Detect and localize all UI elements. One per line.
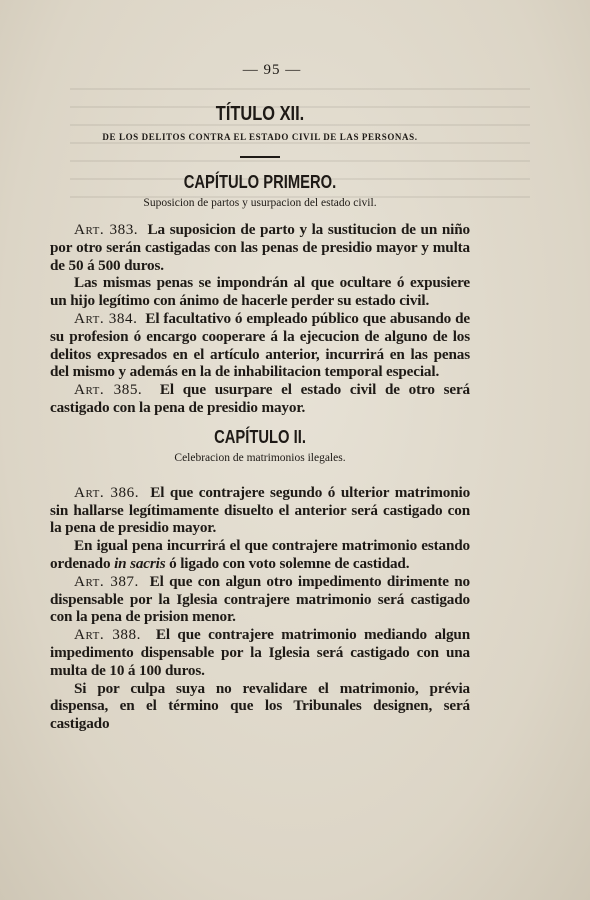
paragraph-text: La suposicion de parto y la sustitucion de un niño por otro serán castigadas con las penas de presidio mayor y multa de 50 á 500 duros. (50, 221, 470, 274)
article-number: Art. 383. (74, 221, 139, 238)
paragraph (50, 537, 470, 573)
paragraph-text: El que usurpare el estado civil de otro será castigado con la pena de presidio mayor. (50, 381, 471, 416)
paragraph-text: Las mismas penas se impondrán al que ocultare ó expusiere un hijo legítimo con ánimo de hacerle perder su estado civil. (50, 274, 470, 310)
paragraph (50, 484, 470, 537)
paragraph (50, 381, 470, 417)
paragraph (50, 310, 470, 381)
paragraph-text: ó ligado con voto solemne de castidad. (165, 554, 410, 572)
paragraph-text: El que contrajere segundo ó ulterior matrimonio sin hallarse legítimamente disuelto el anterior será castigado con la pena de presidio mayor. (50, 483, 471, 537)
article-number: Art. 387. (74, 572, 139, 590)
page-number: — 95 — (242, 62, 302, 78)
page-content (50, 62, 470, 733)
paragraph-text: Si por culpa suya no revalidare el matrimonio, prévia dispensa, en el término que los Tribunales designen, será castigado (50, 679, 470, 733)
paragraph (50, 274, 470, 310)
title-subheading: DE LOS DELITOS CONTRA EL ESTADO CIVIL DE LAS PERSONAS. (102, 132, 418, 142)
paragraph (50, 680, 470, 733)
chapter-1-heading: CAPÍTULO PRIMERO. (183, 172, 337, 192)
italic-latin-term: in sacris (114, 554, 166, 572)
paragraph-text: El que contrajere matrimonio mediando algun impedimento dispensable por la Iglesia será castigado con una multa de 10 á 100 duros. (50, 626, 470, 679)
paragraph (50, 626, 470, 679)
paragraph-text: El que con algun otro impedimento dirimente no dispensable por la Iglesia contrajere matrimonio será castigado con la pena de prision menor. (50, 572, 470, 626)
article-number: Art. 386. (74, 483, 140, 501)
article-number: Art. 384. (74, 309, 138, 327)
chapter-2-subheading: Celebracion de matrimonios ilegales. (174, 451, 346, 464)
divider-rule (240, 156, 280, 158)
paragraph (50, 221, 470, 274)
title-heading: TÍTULO XII. (215, 103, 305, 125)
chapter-2-heading: CAPÍTULO II. (214, 426, 306, 447)
paragraph (50, 573, 470, 626)
chapter-1-subheading: Suposicion de partos y usurpacion del estado civil. (143, 197, 377, 209)
article-number: Art. 385. (74, 381, 143, 399)
article-number: Art. 388. (74, 626, 141, 644)
paragraph-text: En igual pena incurrirá el que contrajere matrimonio estando ordenado (50, 537, 470, 572)
paragraph-text: El facultativo ó empleado público que abusando de su profesion ó encargo cooperare á la ejecucion de alguno de los delitos expresados en el artículo anterior, incurrirá en las penas del mismo y además en la de inhabilitacion temporal especial. (50, 309, 470, 381)
